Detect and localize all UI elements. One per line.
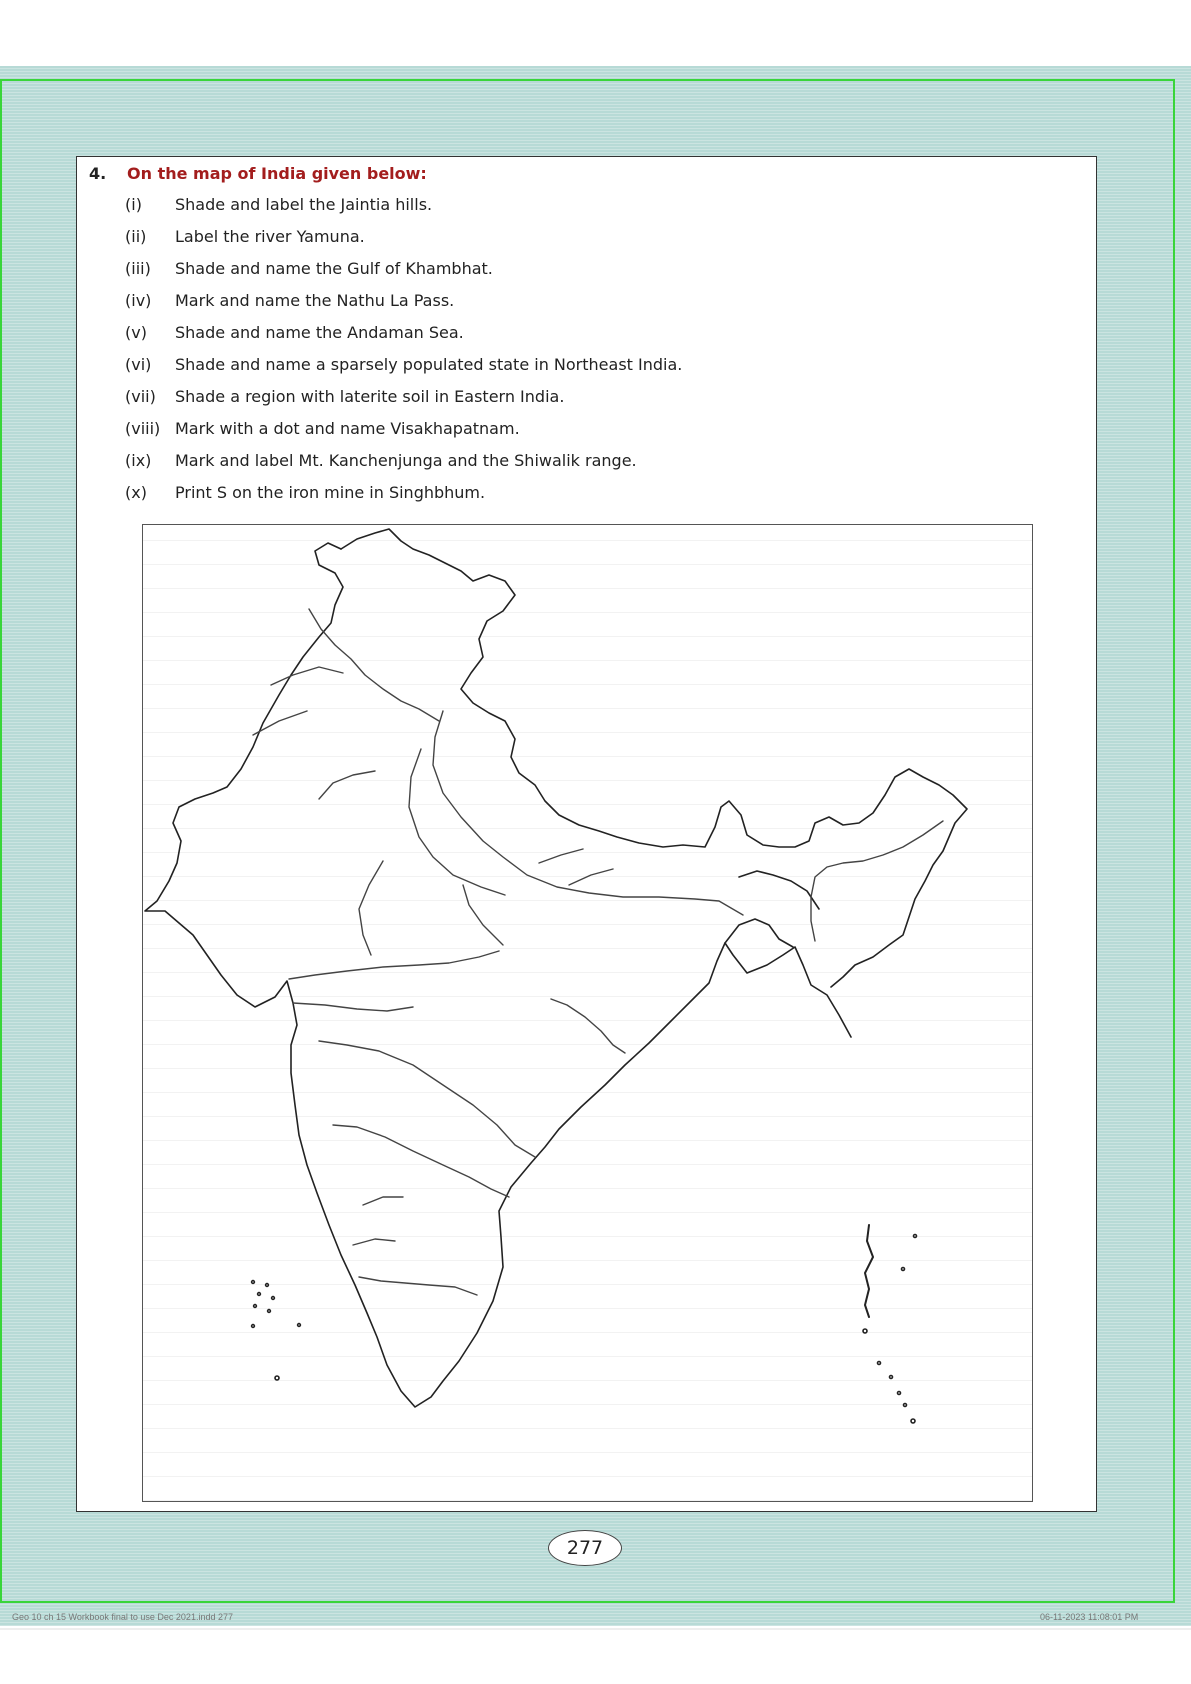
item-text: Shade and name the Andaman Sea.	[175, 323, 464, 342]
item-number: (v)	[125, 323, 147, 342]
item-text: Print S on the iron mine in Singhbhum.	[175, 483, 486, 502]
item-number: (ii)	[125, 227, 147, 246]
item-number: (viii)	[125, 419, 161, 438]
river-krishna	[333, 1125, 509, 1197]
item-text: Mark and name the Nathu La Pass.	[175, 291, 455, 310]
item-number: (iv)	[125, 291, 152, 310]
list-item	[125, 387, 682, 419]
page-number: 277	[548, 1530, 622, 1566]
mainland-outline	[145, 543, 851, 1407]
india-outline-map	[142, 524, 1033, 1502]
item-text: Shade a region with laterite soil in Eastern India.	[175, 387, 565, 406]
item-number: (ix)	[125, 451, 152, 470]
footer-file-info: Geo 10 ch 15 Workbook final to use Dec 2021.indd 277	[12, 1612, 233, 1622]
item-number: (x)	[125, 483, 147, 502]
river-mahanadi	[551, 999, 625, 1053]
river-brahmaputra	[811, 821, 943, 941]
list-item	[125, 195, 682, 227]
item-number: (i)	[125, 195, 142, 214]
item-text: Mark and label Mt. Kanchenjunga and the Shiwalik range.	[175, 451, 637, 470]
question-items-list	[125, 195, 682, 515]
item-text: Shade and name a sparsely populated state in Northeast India.	[175, 355, 683, 374]
item-text: Shade and label the Jaintia hills.	[175, 195, 433, 214]
river-godavari	[319, 1041, 535, 1157]
river-ganga	[433, 711, 743, 915]
question-title: On the map of India given below:	[127, 164, 427, 183]
question-number: 4.	[89, 164, 107, 183]
item-number: (vii)	[125, 387, 156, 406]
footer-timestamp: 06-11-2023 11:08:01 PM	[1040, 1612, 1139, 1622]
item-text: Mark with a dot and name Visakhapatnam.	[175, 419, 520, 438]
question-card	[76, 156, 1097, 1512]
river-son	[463, 885, 503, 945]
bottom-rule	[0, 1628, 1191, 1630]
river-chambal	[359, 861, 383, 955]
item-number: (iii)	[125, 259, 151, 278]
list-item	[125, 483, 682, 515]
item-text: Label the river Yamuna.	[175, 227, 365, 246]
list-item	[125, 259, 682, 291]
river-tributaries	[253, 667, 613, 1245]
list-item	[125, 451, 682, 483]
northern-border	[341, 529, 967, 987]
east-border	[725, 871, 819, 947]
item-text: Shade and name the Gulf of Khambhat.	[175, 259, 493, 278]
river-narmada	[289, 951, 499, 979]
map-outline-icon	[143, 525, 1034, 1503]
list-item	[125, 323, 682, 355]
river-kaveri	[359, 1277, 477, 1295]
river-yamuna	[409, 749, 505, 895]
list-item	[125, 419, 682, 451]
river-tapi	[293, 1003, 413, 1011]
list-item	[125, 227, 682, 259]
list-item	[125, 355, 682, 387]
list-item	[125, 291, 682, 323]
item-number: (vi)	[125, 355, 152, 374]
andaman-islands	[865, 1225, 873, 1317]
